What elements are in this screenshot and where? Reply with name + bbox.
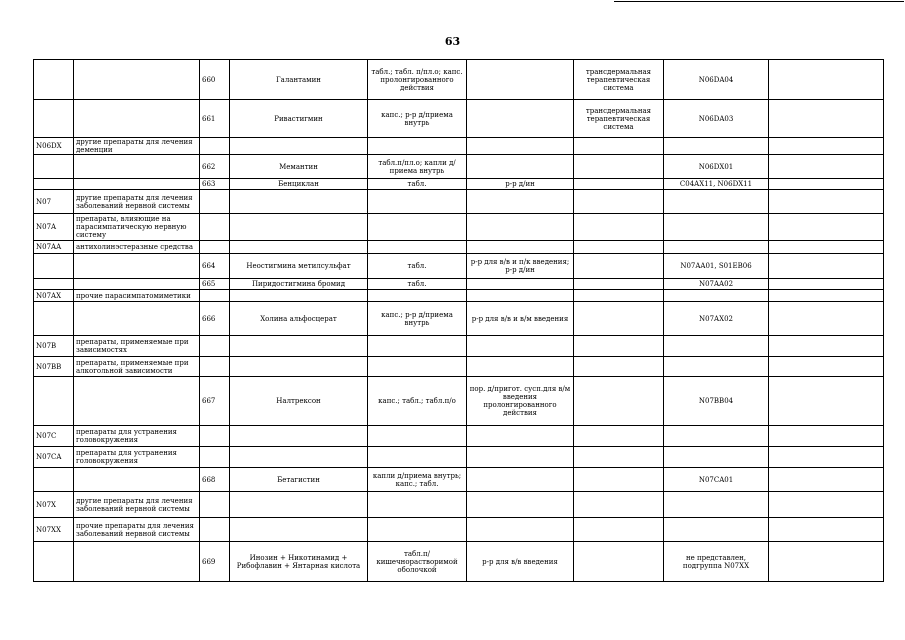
atc-group-code-cell — [34, 302, 74, 336]
group-name-cell — [74, 179, 200, 190]
table-row — [34, 279, 884, 290]
table-row — [34, 492, 884, 518]
table-row — [34, 542, 884, 582]
form-oral-cell — [368, 336, 467, 357]
drug-number-cell — [200, 336, 230, 357]
note-cell — [769, 468, 884, 492]
atc-code-cell: N06DX01 — [664, 155, 769, 179]
table-row — [34, 518, 884, 542]
drug-number-cell: 667 — [200, 377, 230, 426]
form-other-cell: трансдермальная терапевтическая система — [574, 60, 664, 100]
form-oral-cell — [368, 447, 467, 468]
note-cell — [769, 492, 884, 518]
drug-name-cell: Бенциклан — [230, 179, 368, 190]
drug-number-cell — [200, 241, 230, 254]
form-oral-cell: капс.; р-р д/приема внутрь — [368, 100, 467, 138]
drug-number-cell: 661 — [200, 100, 230, 138]
table-row — [34, 60, 884, 100]
form-injection-cell — [467, 426, 574, 447]
form-injection-cell — [467, 492, 574, 518]
note-cell — [769, 279, 884, 290]
group-name-cell — [74, 377, 200, 426]
group-name-cell — [74, 468, 200, 492]
form-injection-cell — [467, 447, 574, 468]
note-cell — [769, 155, 884, 179]
form-other-cell — [574, 279, 664, 290]
atc-group-code-cell: N06DX — [34, 138, 74, 155]
note-cell — [769, 336, 884, 357]
form-oral-cell — [368, 241, 467, 254]
form-other-cell — [574, 377, 664, 426]
table-row — [34, 377, 884, 426]
form-injection-cell — [467, 518, 574, 542]
group-name-cell: препараты для устранения головокружения — [74, 426, 200, 447]
drug-name-cell — [230, 241, 368, 254]
form-injection-cell — [467, 279, 574, 290]
form-other-cell — [574, 155, 664, 179]
atc-code-cell: не представлен, подгруппа N07XX — [664, 542, 769, 582]
note-cell — [769, 100, 884, 138]
table-row — [34, 302, 884, 336]
form-other-cell — [574, 179, 664, 190]
atc-code-cell — [664, 426, 769, 447]
atc-code-cell: N06DA03 — [664, 100, 769, 138]
atc-group-code-cell — [34, 279, 74, 290]
form-oral-cell — [368, 138, 467, 155]
atc-group-code-cell: N07CA — [34, 447, 74, 468]
group-name-cell — [74, 100, 200, 138]
drug-number-cell — [200, 138, 230, 155]
drug-number-cell — [200, 290, 230, 302]
drug-table — [33, 59, 884, 582]
group-name-cell — [74, 60, 200, 100]
form-oral-cell: табл.п/пл.о; капли д/приема внутрь — [368, 155, 467, 179]
drug-name-cell: Бетагистин — [230, 468, 368, 492]
form-other-cell — [574, 190, 664, 214]
drug-name-cell — [230, 290, 368, 302]
note-cell — [769, 542, 884, 582]
group-name-cell: препараты, применяемые при зависимостях — [74, 336, 200, 357]
drug-number-cell: 665 — [200, 279, 230, 290]
form-other-cell — [574, 492, 664, 518]
atc-group-code-cell — [34, 468, 74, 492]
atc-group-code-cell: N07BB — [34, 357, 74, 377]
form-injection-cell — [467, 241, 574, 254]
table-row — [34, 138, 884, 155]
group-name-cell — [74, 155, 200, 179]
atc-group-code-cell — [34, 377, 74, 426]
atc-code-cell: N07CA01 — [664, 468, 769, 492]
note-cell — [769, 60, 884, 100]
form-other-cell — [574, 426, 664, 447]
note-cell — [769, 190, 884, 214]
drug-name-cell: Галантамин — [230, 60, 368, 100]
note-cell — [769, 426, 884, 447]
form-oral-cell — [368, 214, 467, 241]
atc-group-code-cell: N07AA — [34, 241, 74, 254]
form-oral-cell — [368, 190, 467, 214]
table-row — [34, 290, 884, 302]
form-other-cell — [574, 447, 664, 468]
atc-group-code-cell — [34, 100, 74, 138]
group-name-cell: другие препараты для лечения заболеваний нервной системы — [74, 492, 200, 518]
form-injection-cell — [467, 214, 574, 241]
atc-code-cell — [664, 190, 769, 214]
table-row — [34, 254, 884, 279]
table-row — [34, 336, 884, 357]
form-injection-cell: р-р для в/в и в/м введения — [467, 302, 574, 336]
drug-number-cell: 669 — [200, 542, 230, 582]
atc-group-code-cell: N07 — [34, 190, 74, 214]
group-name-cell — [74, 542, 200, 582]
atc-code-cell: C04AX11, N06DX11 — [664, 179, 769, 190]
drug-number-cell: 662 — [200, 155, 230, 179]
drug-name-cell — [230, 336, 368, 357]
table-body — [34, 60, 884, 582]
form-other-cell — [574, 138, 664, 155]
form-oral-cell: табл.; табл. п/пл.о; капс. пролонгированного действия — [368, 60, 467, 100]
table-row — [34, 100, 884, 138]
atc-code-cell — [664, 518, 769, 542]
group-name-cell: антихолинэстеразные средства — [74, 241, 200, 254]
drug-name-cell — [230, 518, 368, 542]
form-oral-cell — [368, 426, 467, 447]
form-oral-cell: табл. — [368, 179, 467, 190]
atc-group-code-cell: N07B — [34, 336, 74, 357]
drug-name-cell — [230, 426, 368, 447]
note-cell — [769, 302, 884, 336]
note-cell — [769, 357, 884, 377]
atc-code-cell — [664, 447, 769, 468]
form-injection-cell — [467, 468, 574, 492]
drug-name-cell — [230, 190, 368, 214]
form-injection-cell: пор. д/пригот. сусп.для в/м введения пролонгированного действия — [467, 377, 574, 426]
form-other-cell — [574, 357, 664, 377]
table-row — [34, 214, 884, 241]
form-injection-cell — [467, 357, 574, 377]
atc-group-code-cell — [34, 60, 74, 100]
atc-code-cell — [664, 336, 769, 357]
atc-code-cell — [664, 241, 769, 254]
table-row — [34, 241, 884, 254]
table-row — [34, 426, 884, 447]
atc-code-cell — [664, 214, 769, 241]
form-other-cell — [574, 254, 664, 279]
form-oral-cell — [368, 518, 467, 542]
drug-name-cell: Холина альфосцерат — [230, 302, 368, 336]
table-row — [34, 155, 884, 179]
atc-group-code-cell — [34, 542, 74, 582]
table-row — [34, 468, 884, 492]
atc-group-code-cell — [34, 179, 74, 190]
form-injection-cell — [467, 100, 574, 138]
atc-group-code-cell: N07AX — [34, 290, 74, 302]
drug-name-cell — [230, 492, 368, 518]
drug-name-cell: Инозин + Никотинамид + Рибофлавин + Янтарная кислота — [230, 542, 368, 582]
atc-code-cell — [664, 290, 769, 302]
drug-number-cell — [200, 190, 230, 214]
atc-code-cell: N07AA01, S01EB06 — [664, 254, 769, 279]
form-oral-cell: табл. — [368, 279, 467, 290]
note-cell — [769, 214, 884, 241]
group-name-cell: другие препараты для лечения заболеваний нервной системы — [74, 190, 200, 214]
drug-name-cell: Неостигмина метилсульфат — [230, 254, 368, 279]
form-injection-cell — [467, 290, 574, 302]
atc-group-code-cell: N07X — [34, 492, 74, 518]
drug-name-cell: Налтрексон — [230, 377, 368, 426]
form-oral-cell: капс.; табл.; табл.п/о — [368, 377, 467, 426]
form-oral-cell — [368, 492, 467, 518]
form-other-cell — [574, 290, 664, 302]
group-name-cell: прочие парасимпатомиметики — [74, 290, 200, 302]
form-oral-cell — [368, 357, 467, 377]
drug-name-cell: Мемантин — [230, 155, 368, 179]
drug-number-cell — [200, 518, 230, 542]
atc-code-cell — [664, 138, 769, 155]
form-injection-cell — [467, 138, 574, 155]
form-other-cell — [574, 241, 664, 254]
form-other-cell — [574, 542, 664, 582]
form-injection-cell: р-р для в/в и п/к введения; р-р д/ин — [467, 254, 574, 279]
drug-name-cell — [230, 214, 368, 241]
table-row — [34, 357, 884, 377]
drug-number-cell — [200, 447, 230, 468]
form-other-cell — [574, 518, 664, 542]
drug-number-cell: 664 — [200, 254, 230, 279]
group-name-cell — [74, 254, 200, 279]
atc-group-code-cell: N07C — [34, 426, 74, 447]
form-injection-cell: р-р для в/в введения — [467, 542, 574, 582]
drug-name-cell — [230, 357, 368, 377]
page-number: 63 — [444, 35, 461, 48]
drug-number-cell: 666 — [200, 302, 230, 336]
form-injection-cell — [467, 336, 574, 357]
note-cell — [769, 518, 884, 542]
form-oral-cell: капс.; р-р д/приема внутрь — [368, 302, 467, 336]
group-name-cell: препараты, применяемые при алкогольной зависимости — [74, 357, 200, 377]
note-cell — [769, 179, 884, 190]
form-injection-cell — [467, 190, 574, 214]
note-cell — [769, 290, 884, 302]
drug-number-cell — [200, 357, 230, 377]
table-row — [34, 179, 884, 190]
group-name-cell — [74, 302, 200, 336]
drug-name-cell — [230, 447, 368, 468]
atc-code-cell — [664, 357, 769, 377]
form-oral-cell: табл.п/кишечнорастворимой оболочкой — [368, 542, 467, 582]
form-other-cell: трансдермальная терапевтическая система — [574, 100, 664, 138]
note-cell — [769, 254, 884, 279]
note-cell — [769, 241, 884, 254]
drug-name-cell — [230, 138, 368, 155]
drug-number-cell: 660 — [200, 60, 230, 100]
drug-number-cell: 663 — [200, 179, 230, 190]
atc-code-cell — [664, 492, 769, 518]
atc-code-cell: N07BB04 — [664, 377, 769, 426]
drug-number-cell — [200, 214, 230, 241]
group-name-cell: препараты, влияющие на парасимпатическую нервную систему — [74, 214, 200, 241]
form-injection-cell — [467, 60, 574, 100]
atc-code-cell: N07AA02 — [664, 279, 769, 290]
table-row — [34, 190, 884, 214]
atc-code-cell: N07AX02 — [664, 302, 769, 336]
drug-name-cell: Пиридостигмина бромид — [230, 279, 368, 290]
atc-group-code-cell — [34, 155, 74, 179]
drug-name-cell: Ривастигмин — [230, 100, 368, 138]
atc-group-code-cell: N07A — [34, 214, 74, 241]
table-row — [34, 447, 884, 468]
form-oral-cell: табл. — [368, 254, 467, 279]
form-other-cell — [574, 468, 664, 492]
group-name-cell — [74, 279, 200, 290]
form-other-cell — [574, 336, 664, 357]
note-cell — [769, 447, 884, 468]
atc-group-code-cell: N07XX — [34, 518, 74, 542]
form-other-cell — [574, 302, 664, 336]
group-name-cell: другие препараты для лечения деменции — [74, 138, 200, 155]
drug-number-cell: 668 — [200, 468, 230, 492]
group-name-cell: прочие препараты для лечения заболеваний нервной системы — [74, 518, 200, 542]
drug-number-cell — [200, 492, 230, 518]
form-oral-cell: капли д/приема внутрь; капс.; табл. — [368, 468, 467, 492]
form-other-cell — [574, 214, 664, 241]
note-cell — [769, 377, 884, 426]
atc-group-code-cell — [34, 254, 74, 279]
header-rule — [614, 1, 904, 2]
group-name-cell: препараты для устранения головокружения — [74, 447, 200, 468]
note-cell — [769, 138, 884, 155]
form-injection-cell — [467, 155, 574, 179]
form-oral-cell — [368, 290, 467, 302]
drug-number-cell — [200, 426, 230, 447]
atc-code-cell: N06DA04 — [664, 60, 769, 100]
form-injection-cell: р-р д/ин — [467, 179, 574, 190]
